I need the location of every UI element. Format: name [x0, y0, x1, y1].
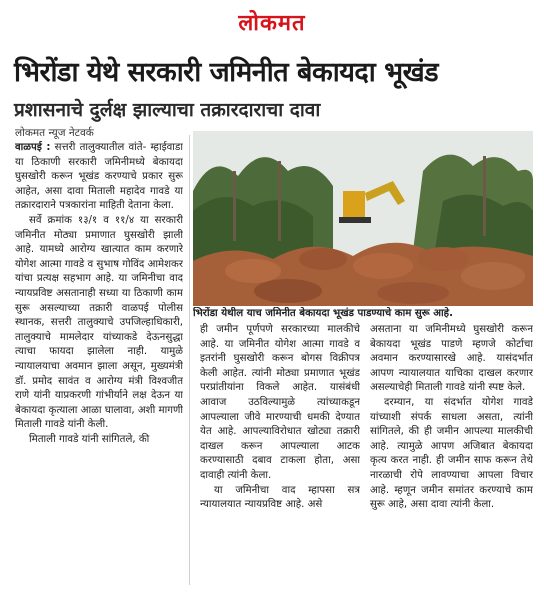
article-paragraph: सर्वे क्रमांक १३/१ व ११/४ या सरकारी जमिनीत मोठ्या प्रमाणात घुसखोरी झाली आहे. यामध्ये आरोग्य खात्यात काम करणारे योगेश आत्मा गावडे व सुभाष गोविंद आमेशकर यांचा प्रत्यक्ष सहभाग आहे. या जमिनीचा वाद न्यायप्रविष्ट असतानाही सध्या या ठिकाणी काम सुरू असल्याच्या तक्रारी वाळपई पोलीस स्थानक, सत्तरी तालुक्याचे उपजिल्हाधिकारी, तालुक्याचे मामलेदार यांच्याकडे देऊनसुद्धा त्याचा फायदा झालेला नाही. यामुळे न्यायालयाचा अवमान झाला असून, मुख्यमंत्री डॉ. प्रमोद सावंत व आरोग्य मंत्री विश्वजीत राणे यांनी याप्रकरणी गांभीर्याने लक्ष देऊन या बेकायदा कृत्याला आळा घालावा, अशी मागणी मिताली गावडे यांनी केली. — [15, 214, 183, 431]
article-column-1 — [15, 141, 183, 583]
article-paragraph: असताना या जमिनीमध्ये घुसखोरी करून बेकायदा भूखंड पाडणे म्हणजे कोर्टाचा अवमान करण्यासारखे आहे. यासंदर्भात आपण न्यायालयात याचिका दाखल करणार असल्याचेही मिताली गावडे यांनी स्पष्ट केले. — [370, 324, 533, 394]
photo-caption: भिरोंडा येथील याच जमिनीत बेकायदा भूखंड पाडण्याचे काम सुरू आहे. — [193, 308, 453, 319]
byline: लोकमत न्यूज नेटवर्क — [15, 127, 94, 139]
article-column-2 — [200, 323, 360, 585]
column-divider — [189, 135, 190, 585]
masthead-logo — [0, 0, 544, 38]
subheadline: प्रशासनाचे दुर्लक्ष झाल्याचा तक्रारदाराचा दावा — [14, 99, 321, 121]
article-paragraph — [15, 141, 183, 214]
headline: भिरोंडा येथे सरकारी जमिनीत बेकायदा भूखंड — [14, 57, 439, 88]
article-paragraph: मिताली गावडे यांनी सांगितले, की — [29, 433, 150, 445]
masthead-text: लोकमत — [238, 10, 306, 36]
article-column-3 — [370, 323, 533, 585]
photo-illustration — [193, 131, 533, 306]
paragraph-text: सत्तरी तालुक्यातील वांते- म्हाईवाडा या ठिकाणी सरकारी जमिनीमध्ये बेकायदा घुसखोरी करून भूखंड करण्याचे प्रकार सुरू आहेत, असा दावा मिताली महादेव गावडे या तक्रारदाराने पत्रकारांना माहिती देताना केला. — [15, 142, 183, 212]
article-paragraph: या जमिनीचा वाद म्हापसा सत्र न्यायालयात न्यायप्रविष्ट आहे. असे — [200, 484, 360, 511]
dateline: वाळपई : — [15, 142, 51, 153]
article-paragraph: दरम्यान, या संदर्भात योगेश गावडे यांच्याशी संपर्क साधला असता, त्यांनी सांगितले, की ही जमीन आपल्या मालकीची आहे. त्यामुळे आपण अजिबात बेकायदा कृत्य करत नाही. ही जमीन साफ करून तेथे नारळाची रोपे लावण्याचा आपला विचार आहे. म्हणून जमीन समांतर करण्याचे काम सुरू आहे, असा दावा त्यांनी केला. — [370, 396, 533, 511]
article-paragraph: ही जमीन पूर्णपणे सरकारच्या मालकीचे आहे. या जमिनीत योगेश आत्मा गावडे व इतरांनी घुसखोरी करून बोगस विक्रीपत्र केली आहेत. त्यांनी मोठ्या प्रमाणात भूखंड परप्रांतीयांना विकले आहेत. यासंबंधी आवाज उठविल्यामुळे त्यांच्याकडून आपल्याला जीवे मारण्याची धमकी देण्यात येत आहे. आपल्याविरोधात खोट्या तक्रारी दाखल करून आपल्याला आटक करण्यासाठी दबाव टाकला होता, असा दावाही त्यांनी केला. — [200, 324, 360, 481]
article-photo — [193, 131, 533, 306]
